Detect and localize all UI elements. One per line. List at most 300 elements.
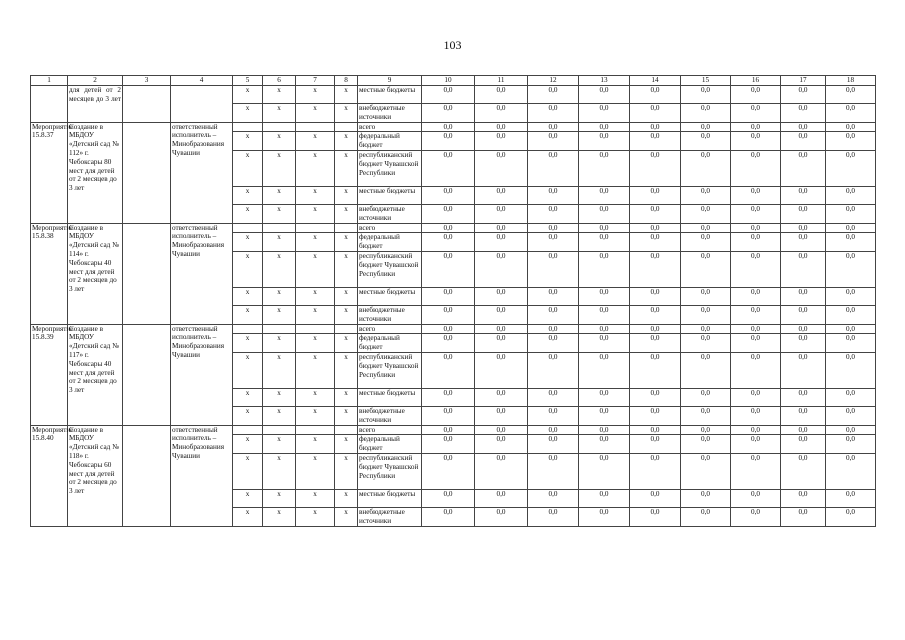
value-cell: 0,0 xyxy=(826,507,876,526)
value-cell: 0,0 xyxy=(630,204,681,223)
x-mark-cell: х xyxy=(263,186,296,204)
column-number-header: 2 xyxy=(68,76,123,86)
x-mark-cell: х xyxy=(335,489,358,507)
value-cell: 0,0 xyxy=(681,334,731,353)
value-cell: 0,0 xyxy=(579,507,630,526)
value-cell: 0,0 xyxy=(528,388,579,406)
value-cell: 0,0 xyxy=(681,122,731,132)
value-cell: 0,0 xyxy=(681,388,731,406)
x-mark-cell: х xyxy=(335,453,358,489)
x-mark-cell: х xyxy=(335,334,358,353)
value-cell: 0,0 xyxy=(579,86,630,104)
value-cell: 0,0 xyxy=(630,186,681,204)
value-cell: 0,0 xyxy=(630,251,681,287)
column-number-header: 17 xyxy=(781,76,826,86)
value-cell: 0,0 xyxy=(475,507,528,526)
value-cell: 0,0 xyxy=(579,132,630,151)
value-cell: 0,0 xyxy=(630,233,681,252)
value-cell: 0,0 xyxy=(731,86,781,104)
value-cell: 0,0 xyxy=(781,425,826,435)
x-mark-cell: х xyxy=(263,507,296,526)
table-row xyxy=(31,425,876,435)
column-number-header: 1 xyxy=(31,76,68,86)
value-cell: 0,0 xyxy=(422,233,475,252)
event-name-cell: Создание в МБДОУ «Детский сад № 114» г. Чебоксары 40 мест для детей от 2 месяцев до 3 лет xyxy=(68,223,123,324)
value-cell: 0,0 xyxy=(681,223,731,233)
value-cell: 0,0 xyxy=(731,233,781,252)
value-cell: 0,0 xyxy=(630,324,681,334)
x-mark-cell: х xyxy=(233,150,263,186)
empty-cell xyxy=(123,122,171,223)
funding-source-cell: республиканский бюджет Чувашской Республики xyxy=(358,453,422,489)
event-name-cell: Создание в МБДОУ «Детский сад № 117» г. Чебоксары 40 мест для детей от 2 месяцев до 3 лет xyxy=(68,324,123,425)
x-mark-cell: х xyxy=(296,435,335,454)
x-mark-cell: х xyxy=(335,132,358,151)
x-mark-cell: х xyxy=(263,204,296,223)
x-mark-cell xyxy=(263,324,296,334)
funding-source-cell: республиканский бюджет Чувашской Республики xyxy=(358,352,422,388)
x-mark-cell: х xyxy=(335,186,358,204)
value-cell: 0,0 xyxy=(528,324,579,334)
value-cell: 0,0 xyxy=(681,305,731,324)
value-cell: 0,0 xyxy=(579,233,630,252)
value-cell: 0,0 xyxy=(579,324,630,334)
table-row xyxy=(31,86,876,104)
x-mark-cell: х xyxy=(263,489,296,507)
value-cell: 0,0 xyxy=(731,489,781,507)
value-cell: 0,0 xyxy=(681,425,731,435)
value-cell: 0,0 xyxy=(630,435,681,454)
value-cell: 0,0 xyxy=(630,104,681,123)
funding-source-cell: республиканский бюджет Чувашской Республики xyxy=(358,251,422,287)
value-cell: 0,0 xyxy=(731,425,781,435)
value-cell: 0,0 xyxy=(475,104,528,123)
executor-cell: ответственный исполнитель – Минобразования Чувашии xyxy=(171,122,233,223)
value-cell: 0,0 xyxy=(422,507,475,526)
value-cell: 0,0 xyxy=(731,122,781,132)
value-cell: 0,0 xyxy=(681,233,731,252)
value-cell: 0,0 xyxy=(781,305,826,324)
header-row xyxy=(31,76,876,86)
value-cell: 0,0 xyxy=(475,122,528,132)
value-cell: 0,0 xyxy=(579,223,630,233)
column-number-header: 8 xyxy=(335,76,358,86)
value-cell: 0,0 xyxy=(681,186,731,204)
x-mark-cell xyxy=(335,122,358,132)
x-mark-cell: х xyxy=(263,86,296,104)
executor-cell: ответственный исполнитель – Минобразования Чувашии xyxy=(171,425,233,526)
x-mark-cell: х xyxy=(263,334,296,353)
value-cell: 0,0 xyxy=(781,352,826,388)
x-mark-cell xyxy=(335,223,358,233)
value-cell: 0,0 xyxy=(475,150,528,186)
x-mark-cell: х xyxy=(263,287,296,305)
x-mark-cell: х xyxy=(296,251,335,287)
value-cell: 0,0 xyxy=(681,453,731,489)
x-mark-cell: х xyxy=(233,453,263,489)
value-cell: 0,0 xyxy=(681,507,731,526)
value-cell: 0,0 xyxy=(630,122,681,132)
value-cell: 0,0 xyxy=(475,305,528,324)
x-mark-cell xyxy=(263,425,296,435)
funding-source-cell: внебюджетные источники xyxy=(358,406,422,425)
value-cell: 0,0 xyxy=(781,489,826,507)
x-mark-cell: х xyxy=(335,507,358,526)
x-mark-cell: х xyxy=(296,233,335,252)
x-mark-cell: х xyxy=(233,406,263,425)
empty-cell xyxy=(123,324,171,425)
column-number-header: 12 xyxy=(528,76,579,86)
value-cell: 0,0 xyxy=(826,251,876,287)
x-mark-cell: х xyxy=(296,132,335,151)
value-cell: 0,0 xyxy=(630,425,681,435)
value-cell: 0,0 xyxy=(579,287,630,305)
value-cell: 0,0 xyxy=(630,305,681,324)
x-mark-cell: х xyxy=(335,287,358,305)
value-cell: 0,0 xyxy=(475,388,528,406)
value-cell: 0,0 xyxy=(528,251,579,287)
column-number-header: 16 xyxy=(731,76,781,86)
funding-source-cell: местные бюджеты xyxy=(358,186,422,204)
x-mark-cell: х xyxy=(233,334,263,353)
x-mark-cell: х xyxy=(296,489,335,507)
value-cell: 0,0 xyxy=(528,435,579,454)
value-cell: 0,0 xyxy=(579,388,630,406)
value-cell: 0,0 xyxy=(475,233,528,252)
value-cell: 0,0 xyxy=(475,352,528,388)
budget-table xyxy=(30,75,876,527)
value-cell: 0,0 xyxy=(528,233,579,252)
value-cell: 0,0 xyxy=(579,352,630,388)
x-mark-cell: х xyxy=(296,287,335,305)
value-cell: 0,0 xyxy=(579,150,630,186)
x-mark-cell: х xyxy=(335,406,358,425)
x-mark-cell: х xyxy=(296,352,335,388)
value-cell: 0,0 xyxy=(475,324,528,334)
value-cell: 0,0 xyxy=(826,324,876,334)
funding-source-cell: внебюджетные источники xyxy=(358,305,422,324)
x-mark-cell: х xyxy=(263,453,296,489)
value-cell: 0,0 xyxy=(681,132,731,151)
x-mark-cell xyxy=(233,122,263,132)
column-number-header: 7 xyxy=(296,76,335,86)
table-row xyxy=(31,324,876,334)
executor-cell xyxy=(171,86,233,123)
value-cell: 0,0 xyxy=(826,150,876,186)
x-mark-cell: х xyxy=(335,150,358,186)
value-cell: 0,0 xyxy=(781,507,826,526)
empty-cell xyxy=(123,223,171,324)
value-cell: 0,0 xyxy=(630,150,681,186)
value-cell: 0,0 xyxy=(475,132,528,151)
x-mark-cell: х xyxy=(335,204,358,223)
executor-cell: ответственный исполнитель – Минобразования Чувашии xyxy=(171,223,233,324)
x-mark-cell: х xyxy=(335,305,358,324)
column-number-header: 15 xyxy=(681,76,731,86)
funding-source-cell: федеральный бюджет xyxy=(358,132,422,151)
value-cell: 0,0 xyxy=(731,388,781,406)
value-cell: 0,0 xyxy=(731,324,781,334)
x-mark-cell: х xyxy=(233,305,263,324)
column-number-header: 13 xyxy=(579,76,630,86)
value-cell: 0,0 xyxy=(826,132,876,151)
value-cell: 0,0 xyxy=(731,305,781,324)
funding-source-cell: внебюджетные источники xyxy=(358,204,422,223)
funding-source-cell: местные бюджеты xyxy=(358,86,422,104)
x-mark-cell: х xyxy=(263,388,296,406)
x-mark-cell: х xyxy=(263,406,296,425)
value-cell: 0,0 xyxy=(731,406,781,425)
value-cell: 0,0 xyxy=(475,86,528,104)
value-cell: 0,0 xyxy=(422,489,475,507)
x-mark-cell: х xyxy=(233,186,263,204)
value-cell: 0,0 xyxy=(475,435,528,454)
page-number: 103 xyxy=(443,38,462,52)
value-cell: 0,0 xyxy=(528,352,579,388)
value-cell: 0,0 xyxy=(826,435,876,454)
value-cell: 0,0 xyxy=(422,406,475,425)
value-cell: 0,0 xyxy=(579,204,630,223)
value-cell: 0,0 xyxy=(528,86,579,104)
x-mark-cell: х xyxy=(296,86,335,104)
value-cell: 0,0 xyxy=(422,204,475,223)
value-cell: 0,0 xyxy=(781,223,826,233)
x-mark-cell xyxy=(296,324,335,334)
value-cell: 0,0 xyxy=(630,223,681,233)
value-cell: 0,0 xyxy=(528,453,579,489)
value-cell: 0,0 xyxy=(731,104,781,123)
value-cell: 0,0 xyxy=(731,507,781,526)
value-cell: 0,0 xyxy=(528,425,579,435)
value-cell: 0,0 xyxy=(475,186,528,204)
value-cell: 0,0 xyxy=(579,334,630,353)
x-mark-cell xyxy=(233,425,263,435)
funding-source-cell: местные бюджеты xyxy=(358,287,422,305)
column-number-header: 4 xyxy=(171,76,233,86)
column-number-header: 14 xyxy=(630,76,681,86)
value-cell: 0,0 xyxy=(731,453,781,489)
value-cell: 0,0 xyxy=(826,104,876,123)
value-cell: 0,0 xyxy=(579,489,630,507)
value-cell: 0,0 xyxy=(731,132,781,151)
funding-source-cell: всего xyxy=(358,122,422,132)
column-number-header: 11 xyxy=(475,76,528,86)
value-cell: 0,0 xyxy=(826,287,876,305)
value-cell: 0,0 xyxy=(630,406,681,425)
x-mark-cell: х xyxy=(233,435,263,454)
value-cell: 0,0 xyxy=(731,334,781,353)
value-cell: 0,0 xyxy=(475,489,528,507)
table-row xyxy=(31,122,876,132)
value-cell: 0,0 xyxy=(475,251,528,287)
value-cell: 0,0 xyxy=(826,233,876,252)
value-cell: 0,0 xyxy=(475,334,528,353)
x-mark-cell: х xyxy=(296,388,335,406)
column-number-header: 6 xyxy=(263,76,296,86)
funding-source-cell: всего xyxy=(358,324,422,334)
value-cell: 0,0 xyxy=(826,388,876,406)
value-cell: 0,0 xyxy=(681,489,731,507)
table-body xyxy=(31,76,876,527)
value-cell: 0,0 xyxy=(731,287,781,305)
x-mark-cell: х xyxy=(263,233,296,252)
value-cell: 0,0 xyxy=(579,305,630,324)
x-mark-cell xyxy=(233,324,263,334)
value-cell: 0,0 xyxy=(422,453,475,489)
empty-cell xyxy=(123,86,171,123)
value-cell: 0,0 xyxy=(781,251,826,287)
x-mark-cell: х xyxy=(335,388,358,406)
x-mark-cell xyxy=(296,425,335,435)
x-mark-cell: х xyxy=(335,104,358,123)
x-mark-cell: х xyxy=(233,233,263,252)
value-cell: 0,0 xyxy=(528,204,579,223)
x-mark-cell xyxy=(263,223,296,233)
value-cell: 0,0 xyxy=(781,453,826,489)
value-cell: 0,0 xyxy=(422,251,475,287)
value-cell: 0,0 xyxy=(475,453,528,489)
funding-source-cell: всего xyxy=(358,425,422,435)
value-cell: 0,0 xyxy=(731,251,781,287)
value-cell: 0,0 xyxy=(422,104,475,123)
value-cell: 0,0 xyxy=(528,305,579,324)
value-cell: 0,0 xyxy=(475,425,528,435)
x-mark-cell: х xyxy=(296,453,335,489)
value-cell: 0,0 xyxy=(681,435,731,454)
value-cell: 0,0 xyxy=(422,324,475,334)
value-cell: 0,0 xyxy=(528,104,579,123)
value-cell: 0,0 xyxy=(681,352,731,388)
value-cell: 0,0 xyxy=(826,406,876,425)
x-mark-cell xyxy=(335,425,358,435)
x-mark-cell xyxy=(296,223,335,233)
column-number-header: 3 xyxy=(123,76,171,86)
event-code-cell: Мероприятие 15.8.40 xyxy=(31,425,68,526)
x-mark-cell: х xyxy=(296,104,335,123)
column-number-header: 10 xyxy=(422,76,475,86)
value-cell: 0,0 xyxy=(528,334,579,353)
value-cell: 0,0 xyxy=(781,324,826,334)
value-cell: 0,0 xyxy=(781,104,826,123)
x-mark-cell: х xyxy=(296,204,335,223)
value-cell: 0,0 xyxy=(731,352,781,388)
value-cell: 0,0 xyxy=(781,150,826,186)
value-cell: 0,0 xyxy=(731,223,781,233)
value-cell: 0,0 xyxy=(681,324,731,334)
x-mark-cell: х xyxy=(296,186,335,204)
value-cell: 0,0 xyxy=(579,406,630,425)
value-cell: 0,0 xyxy=(422,132,475,151)
value-cell: 0,0 xyxy=(826,223,876,233)
value-cell: 0,0 xyxy=(781,86,826,104)
value-cell: 0,0 xyxy=(579,425,630,435)
value-cell: 0,0 xyxy=(528,223,579,233)
executor-cell: ответственный исполнитель – Минобразования Чувашии xyxy=(171,324,233,425)
value-cell: 0,0 xyxy=(422,150,475,186)
value-cell: 0,0 xyxy=(826,489,876,507)
x-mark-cell: х xyxy=(335,352,358,388)
value-cell: 0,0 xyxy=(422,122,475,132)
value-cell: 0,0 xyxy=(630,352,681,388)
x-mark-cell: х xyxy=(233,251,263,287)
value-cell: 0,0 xyxy=(630,287,681,305)
value-cell: 0,0 xyxy=(422,352,475,388)
x-mark-cell: х xyxy=(263,251,296,287)
value-cell: 0,0 xyxy=(731,150,781,186)
value-cell: 0,0 xyxy=(475,223,528,233)
value-cell: 0,0 xyxy=(826,352,876,388)
value-cell: 0,0 xyxy=(826,186,876,204)
value-cell: 0,0 xyxy=(681,406,731,425)
value-cell: 0,0 xyxy=(579,435,630,454)
value-cell: 0,0 xyxy=(826,86,876,104)
value-cell: 0,0 xyxy=(681,287,731,305)
x-mark-cell: х xyxy=(296,305,335,324)
value-cell: 0,0 xyxy=(826,453,876,489)
x-mark-cell: х xyxy=(233,132,263,151)
value-cell: 0,0 xyxy=(681,86,731,104)
x-mark-cell: х xyxy=(233,388,263,406)
event-code-cell: Мероприятие 15.8.39 xyxy=(31,324,68,425)
value-cell: 0,0 xyxy=(579,104,630,123)
value-cell: 0,0 xyxy=(781,406,826,425)
value-cell: 0,0 xyxy=(422,287,475,305)
value-cell: 0,0 xyxy=(630,132,681,151)
value-cell: 0,0 xyxy=(528,507,579,526)
x-mark-cell: х xyxy=(335,435,358,454)
x-mark-cell: х xyxy=(296,406,335,425)
value-cell: 0,0 xyxy=(781,204,826,223)
value-cell: 0,0 xyxy=(528,287,579,305)
value-cell: 0,0 xyxy=(731,204,781,223)
value-cell: 0,0 xyxy=(422,425,475,435)
x-mark-cell: х xyxy=(233,507,263,526)
value-cell: 0,0 xyxy=(826,305,876,324)
column-number-header: 18 xyxy=(826,76,876,86)
value-cell: 0,0 xyxy=(781,233,826,252)
event-code-cell: Мероприятие 15.8.38 xyxy=(31,223,68,324)
value-cell: 0,0 xyxy=(781,435,826,454)
column-number-header: 9 xyxy=(358,76,422,86)
funding-source-cell: республиканский бюджет Чувашской Республики xyxy=(358,150,422,186)
event-code-cell xyxy=(31,86,68,123)
value-cell: 0,0 xyxy=(731,435,781,454)
value-cell: 0,0 xyxy=(475,406,528,425)
value-cell: 0,0 xyxy=(781,388,826,406)
value-cell: 0,0 xyxy=(528,406,579,425)
funding-source-cell: внебюджетные источники xyxy=(358,507,422,526)
x-mark-cell: х xyxy=(233,86,263,104)
x-mark-cell: х xyxy=(335,233,358,252)
value-cell: 0,0 xyxy=(422,223,475,233)
x-mark-cell xyxy=(233,223,263,233)
value-cell: 0,0 xyxy=(781,186,826,204)
value-cell: 0,0 xyxy=(781,122,826,132)
value-cell: 0,0 xyxy=(422,388,475,406)
funding-source-cell: федеральный бюджет xyxy=(358,435,422,454)
value-cell: 0,0 xyxy=(475,204,528,223)
value-cell: 0,0 xyxy=(681,204,731,223)
x-mark-cell: х xyxy=(296,507,335,526)
value-cell: 0,0 xyxy=(579,251,630,287)
funding-source-cell: федеральный бюджет xyxy=(358,334,422,353)
table-row xyxy=(31,223,876,233)
value-cell: 0,0 xyxy=(781,132,826,151)
x-mark-cell xyxy=(296,122,335,132)
value-cell: 0,0 xyxy=(826,334,876,353)
value-cell: 0,0 xyxy=(630,507,681,526)
event-code-cell: Мероприятие 15.8.37 xyxy=(31,122,68,223)
